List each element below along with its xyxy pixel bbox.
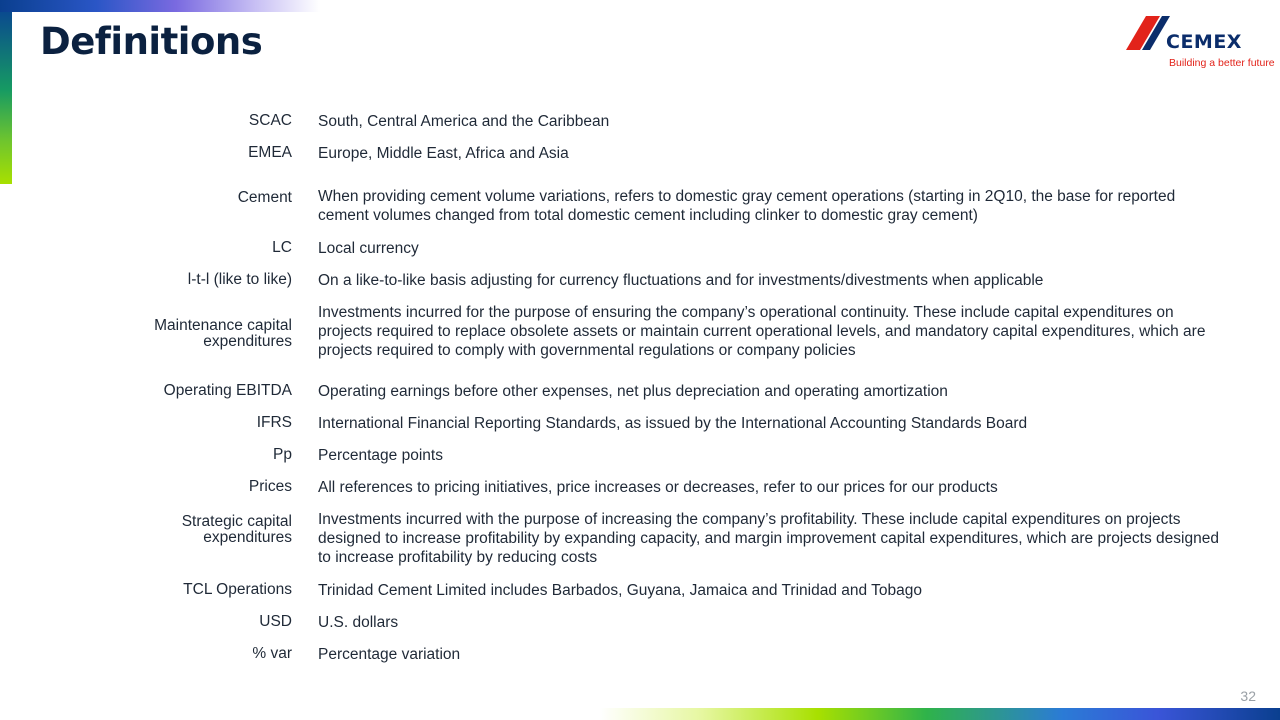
definition-term: Maintenance capital expenditures: [154, 317, 292, 350]
bottom-gradient-bar: [600, 708, 1280, 720]
definition-term: Operating EBITDA: [163, 382, 292, 399]
logo-slashes-icon: [1126, 16, 1170, 50]
cemex-logo: [1126, 16, 1275, 72]
definition-description: Percentage points: [318, 447, 443, 464]
definition-term: Cement: [237, 189, 292, 206]
logo-wordmark: CEMEX: [1166, 31, 1242, 53]
definition-description: Local currency: [318, 240, 419, 257]
definition-description: Investments incurred for the purpose of ensuring the company’s operational continuity. These include capital expenditures on projects required to replace obsolete assets or maintain current operational levels, and mandatory capital expenditures, which are projects required to comply with governmental regulations or company policies: [318, 304, 1206, 359]
definition-term: Prices: [248, 478, 292, 495]
definition-term: Pp: [273, 446, 292, 463]
definition-description: Percentage variation: [318, 646, 461, 663]
definition-term: USD: [259, 613, 292, 630]
page-title: Definitions: [40, 20, 263, 63]
logo-tagline: Building a better future: [1169, 57, 1275, 69]
definition-term: TCL Operations: [183, 581, 292, 598]
left-gradient-bar: [0, 12, 12, 184]
definition-description: Europe, Middle East, Africa and Asia: [318, 145, 569, 162]
definition-description: Operating earnings before other expenses, net plus depreciation and operating amortization: [318, 383, 948, 400]
definition-description: On a like-to-like basis adjusting for currency fluctuations and for investments/divestments when applicable: [318, 272, 1044, 289]
definition-description: Trinidad Cement Limited includes Barbados, Guyana, Jamaica and Trinidad and Tobago: [318, 582, 923, 599]
definition-description: U.S. dollars: [318, 614, 399, 631]
definition-term: SCAC: [248, 112, 292, 129]
definition-term: % var: [252, 645, 292, 662]
definition-term: IFRS: [256, 414, 292, 431]
definition-description: International Financial Reporting Standards, as issued by the International Accounting Standards Board: [318, 415, 1028, 432]
definition-description: All references to pricing initiatives, price increases or decreases, refer to our prices for our products: [318, 479, 998, 496]
definition-description: South, Central America and the Caribbean: [318, 113, 610, 130]
definition-description: Investments incurred with the purpose of increasing the company’s profitability. These include capital expenditures on projects designed to increase profitability by expanding capacity, and margin improvement capital expenditures, which are projects designed to increase profitability by reducing costs: [318, 511, 1219, 566]
definition-description: When providing cement volume variations, refers to domestic gray cement operations (starting in 2Q10, the base for reported cement volumes changed from total domestic cement including clinker to domestic gray cement): [318, 188, 1176, 224]
definition-term: EMEA: [248, 144, 292, 161]
top-gradient-bar: [0, 0, 320, 12]
definition-term: LC: [272, 239, 292, 256]
definition-term: l-t-l (like to like): [187, 271, 292, 288]
page-number: 32: [1240, 688, 1256, 704]
definition-term: Strategic capital expenditures: [181, 513, 292, 546]
